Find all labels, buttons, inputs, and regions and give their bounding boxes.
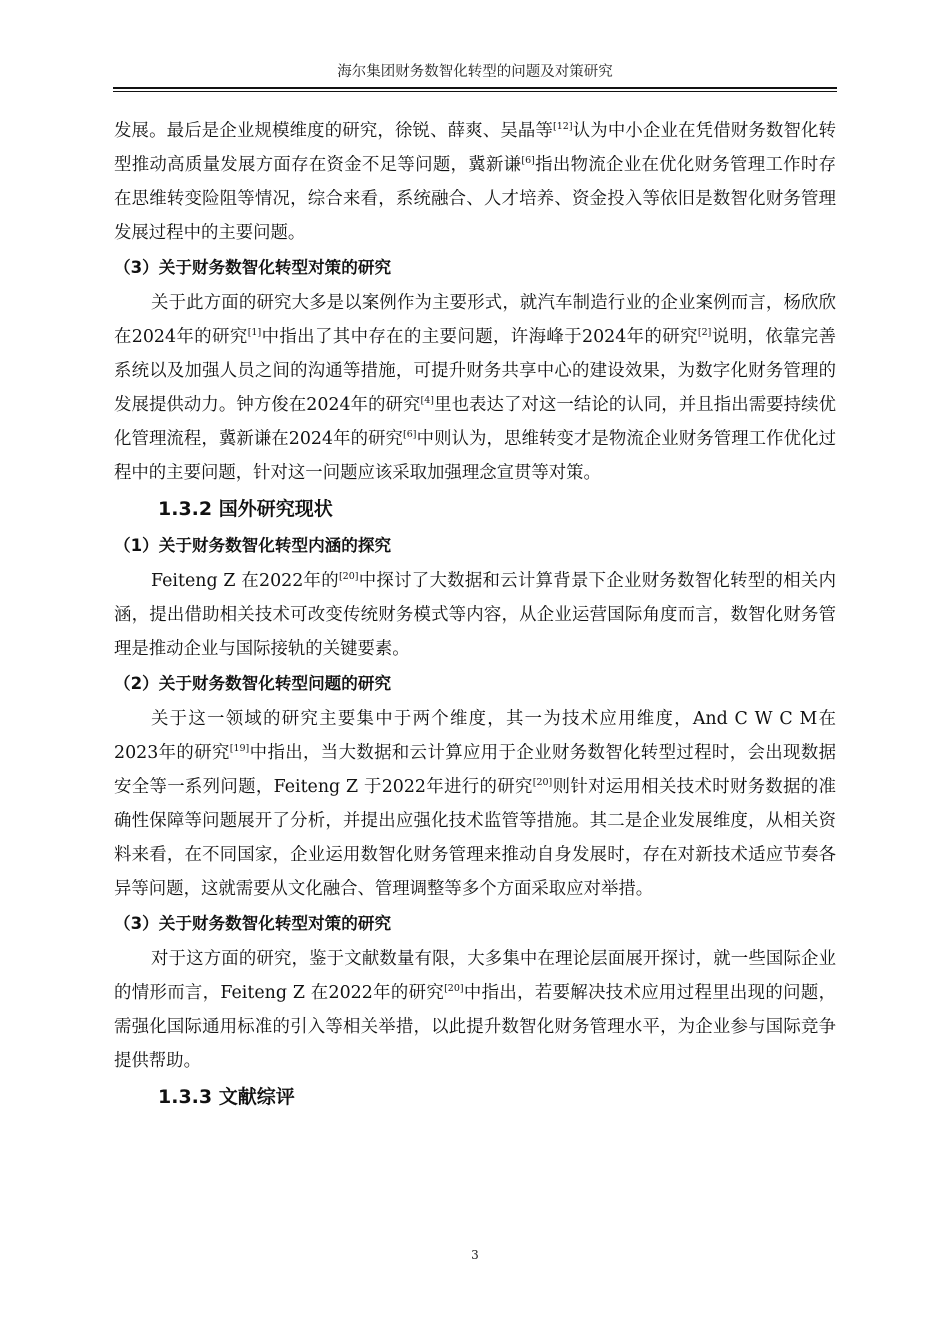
citation: [20] bbox=[338, 571, 359, 582]
heading-foreign-connotation: （1）关于财务数智化转型内涵的探究 bbox=[114, 536, 392, 555]
citation: [6] bbox=[403, 429, 417, 440]
heading-foreign-problems: （2）关于财务数智化转型问题的研究 bbox=[114, 674, 392, 693]
section-heading-1-3-3: 1.3.3 文献综评 bbox=[158, 1086, 295, 1108]
running-header: 海尔集团财务数智化转型的问题及对策研究 bbox=[337, 64, 613, 80]
citation: [2] bbox=[697, 327, 712, 338]
heading-domestic-strategy: （3）关于财务数智化转型对策的研究 bbox=[114, 258, 392, 277]
header-rule-thin bbox=[113, 91, 837, 92]
citation: [19] bbox=[229, 743, 250, 754]
citation: [4] bbox=[420, 395, 434, 406]
paragraph-domestic-strategy: 关于此方面的研究大多是以案例作为主要形式，就汽车制造行业的企业案例而言，杨欣欣在2024年的研究[1]中指出了其中存在的主要问题，许海峰于2024年的研究[2]说明，依靠完善系统以及加强人员之间的沟通等措施，可提升财务共享中心的建设效果，为数字化财务管理的发展提供动力。钟方俊在2024年的研究[4]里也表达了对这一结论的认同，并且指出需要持续优化管理流程，冀新谦在2024年的研究[6]中则认为，思维转变才是物流企业财务管理工作优化过程中的主要问题，针对这一问题应该采取加强理念宣贯等对策。 bbox=[114, 293, 836, 483]
paragraph-foreign-connotation: Feiteng Z 在2022年的[20]中探讨了大数据和云计算背景下企业财务数智化转型的相关内涵，提出借助相关技术可改变传统财务模式等内容，从企业运营国际角度而言，数智化财务管理是推动企业与国际接轨的关键要素。 bbox=[114, 571, 836, 659]
heading-foreign-strategy: （3）关于财务数智化转型对策的研究 bbox=[114, 914, 392, 933]
paragraph-foreign-problems: 关于这一领域的研究主要集中于两个维度，其一为技术应用维度，And C W C M在2023年的研究[19]中指出，当大数据和云计算应用于企业财务数智化转型过程时，会出现数据安全等一系列问题，Feiteng Z 于2022年进行的研究[20]则针对运用相关技术时财务数据的准确性保障等问题展开了分析，并提出应强化技术监管等措施。其二是企业发展维度，从相关资料来看，在不同国家，企业运用数智化财务管理来推动自身发展时，存在对新技术适应节奏各异等问题，这就需要从文化融合、管理调整等多个方面采取应对举措。 bbox=[114, 709, 836, 899]
citation: [20] bbox=[444, 983, 464, 994]
page-number: 3 bbox=[471, 1248, 479, 1262]
citation: [12] bbox=[553, 121, 573, 132]
citation: [6] bbox=[521, 155, 535, 166]
page-body bbox=[114, 114, 836, 1116]
paragraph-foreign-strategy: 对于这方面的研究，鉴于文献数量有限，大多集中在理论层面展开探讨，就一些国际企业的情形而言，Feiteng Z 在2022年的研究[20]中指出，若要解决技术应用过程里出现的问题，需强化国际通用标准的引入等相关举措，以此提升数智化财务管理水平，为企业参与国际竞争提供帮助。 bbox=[114, 949, 836, 1071]
citation: [1] bbox=[247, 327, 262, 338]
header-rule-thick bbox=[113, 87, 837, 89]
paragraph-domestic-problems-end: 发展。最后是企业规模维度的研究，徐锐、薛爽、吴晶等[12]认为中小企业在凭借财务数智化转型推动高质量发展方面存在资金不足等问题，冀新谦[6]指出物流企业在优化财务管理工作时存在思维转变险阻等情况，综合来看，系统融合、人才培养、资金投入等依旧是数智化财务管理发展过程中的主要问题。 bbox=[114, 121, 836, 243]
section-heading-1-3-2: 1.3.2 国外研究现状 bbox=[158, 498, 333, 520]
citation: [20] bbox=[532, 777, 553, 788]
